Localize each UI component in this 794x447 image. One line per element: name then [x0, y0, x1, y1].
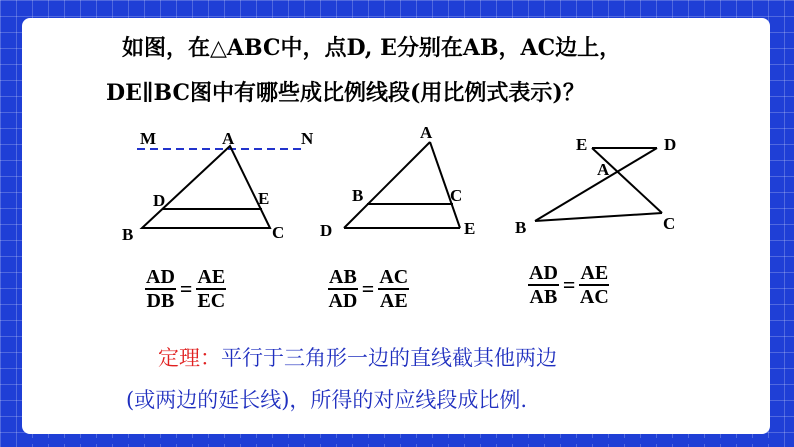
- question-line-1: 如图，在△ABC中，点D, E分别在AB，AC边上，: [122, 35, 622, 61]
- label-d: D: [153, 191, 166, 210]
- fraction-right: [196, 266, 226, 312]
- label-b: B: [352, 186, 364, 205]
- theorem-text-1: 平行于三角形一边的直线截其他两边: [221, 346, 557, 370]
- denominator: AE: [379, 290, 408, 312]
- figure-3: [515, 135, 676, 237]
- label-c: C: [450, 186, 463, 205]
- label-e: E: [576, 135, 588, 154]
- label-a: A: [420, 123, 433, 142]
- label-c: C: [272, 223, 285, 242]
- content-card: [22, 18, 770, 434]
- theorem-line-1: [158, 342, 557, 372]
- segment-ae: [430, 142, 463, 228]
- numerator: AD: [529, 262, 558, 284]
- equals-sign: =: [562, 272, 576, 297]
- label-b: B: [122, 225, 134, 244]
- numerator: AE: [580, 262, 609, 284]
- proportion-1: [145, 266, 226, 312]
- theorem-label: 定理：: [158, 346, 221, 370]
- segment-ad: [344, 142, 430, 228]
- denominator: AB: [529, 286, 558, 308]
- bottom-accent-bar: [22, 438, 770, 444]
- equals-sign: =: [361, 276, 375, 301]
- label-m: M: [140, 129, 157, 148]
- fraction-right: [378, 266, 409, 312]
- label-e: E: [464, 219, 476, 238]
- figure-1: [122, 129, 314, 244]
- label-c: C: [663, 214, 676, 233]
- segment-db: [535, 148, 657, 221]
- denominator: EC: [197, 290, 226, 312]
- fraction-left: [528, 262, 559, 308]
- numerator: AC: [379, 266, 409, 288]
- label-a: A: [597, 160, 610, 179]
- triangle-abc: [142, 146, 270, 228]
- denominator: AC: [579, 286, 609, 308]
- label-b: B: [515, 218, 527, 237]
- numerator: AE: [197, 266, 226, 288]
- numerator: AB: [329, 266, 357, 288]
- figure-2: [320, 123, 475, 240]
- proportion-3: [528, 262, 609, 308]
- proportion-2: [328, 266, 409, 312]
- label-d: D: [320, 221, 333, 240]
- denominator: DB: [146, 290, 175, 312]
- denominator: AD: [328, 290, 358, 312]
- label-d: D: [664, 135, 677, 154]
- question-line-2: DE∥BC图中有哪些成比例线段(用比例式表示)？: [106, 80, 585, 106]
- theorem-line-2: (或两边的延长线)，所得的对应线段成比例.: [126, 388, 528, 412]
- label-e: E: [258, 189, 270, 208]
- equals-sign: =: [179, 276, 193, 301]
- label-a: A: [222, 129, 235, 148]
- fraction-left: [328, 266, 358, 312]
- numerator: AD: [146, 266, 175, 288]
- segment-bc: [535, 213, 662, 221]
- fraction-left: [145, 266, 176, 312]
- fraction-right: [579, 262, 609, 308]
- label-n: N: [301, 129, 314, 148]
